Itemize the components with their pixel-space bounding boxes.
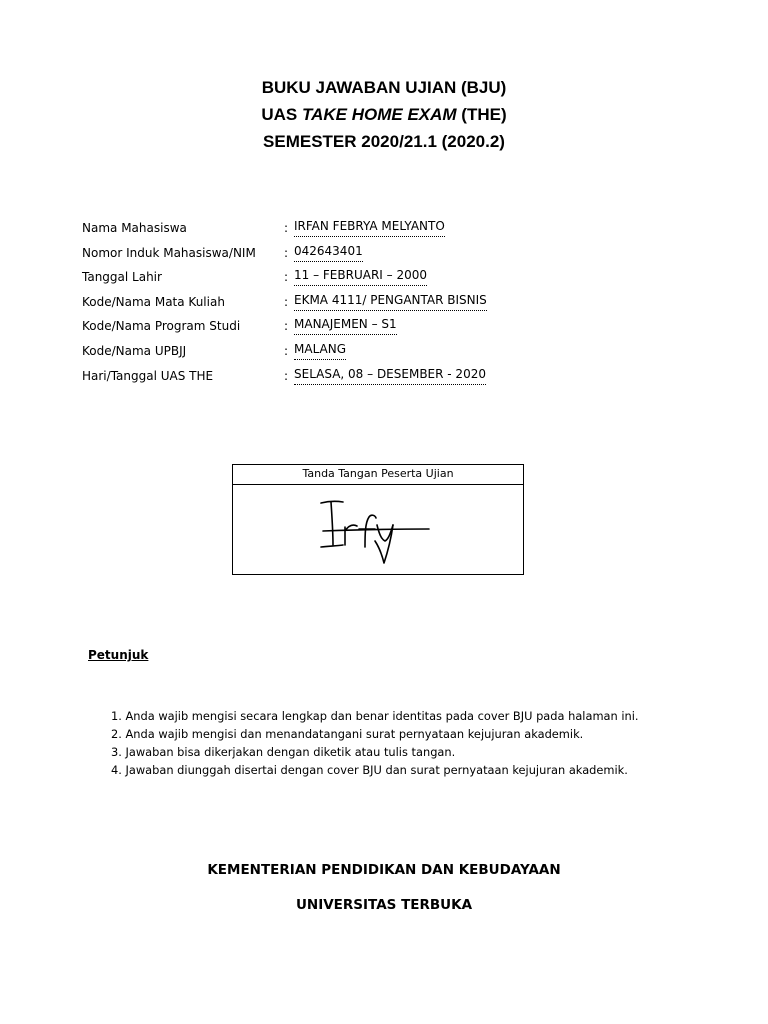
title-line-1: BUKU JAWABAN UJIAN (BJU) — [261, 78, 507, 97]
title-line-2-prefix: UAS — [261, 105, 302, 124]
title-line-2 — [0, 101, 768, 128]
title-line-3: SEMESTER 2020/21.1 (2020.2) — [263, 132, 505, 151]
identity-label: Tanggal Lahir — [82, 270, 162, 285]
instructions-list — [111, 707, 731, 779]
ministry-name: KEMENTERIAN PENDIDIKAN DAN KEBUDAYAAN — [207, 862, 561, 878]
signature-heading: Tanda Tangan Peserta Ujian — [233, 465, 523, 485]
document-title — [0, 74, 768, 155]
identity-colon: : — [284, 245, 289, 260]
identity-value: 042643401 — [294, 243, 363, 262]
signature-box — [232, 464, 524, 575]
identity-row-name — [82, 218, 702, 243]
title-line-2-suffix: (THE) — [456, 105, 507, 124]
instruction-item: 4. Jawaban diunggah disertai dengan cover BJU dan surat pernyataan kejujuran akademik. — [111, 763, 628, 777]
identity-label: Kode/Nama Mata Kuliah — [82, 294, 225, 309]
identity-value: MANAJEMEN – S1 — [294, 316, 397, 335]
identity-value: IRFAN FEBRYA MELYANTO — [294, 218, 445, 237]
instruction-item: 3. Jawaban bisa dikerjakan dengan diketik atau tulis tangan. — [111, 745, 456, 759]
identity-label: Hari/Tanggal UAS THE — [82, 368, 214, 383]
identity-label: Nomor Induk Mahasiswa/NIM — [82, 245, 256, 260]
identity-colon: : — [284, 221, 289, 235]
identity-row-nim — [82, 243, 702, 268]
identity-row-upbjj — [82, 341, 702, 366]
university-name: UNIVERSITAS TERBUKA — [295, 897, 473, 913]
identity-value: 11 – FEBRUARI – 2000 — [294, 267, 427, 286]
identity-value: EKMA 4111/ PENGANTAR BISNIS — [294, 292, 487, 311]
identity-colon: : — [284, 270, 289, 285]
instruction-item: 1. Anda wajib mengisi secara lengkap dan benar identitas pada cover BJU pada halaman ini. — [111, 709, 639, 723]
identity-colon: : — [284, 368, 289, 383]
identity-row-program — [82, 316, 702, 341]
title-line-2-italic: TAKE HOME EXAM — [302, 105, 457, 124]
identity-section — [82, 218, 702, 390]
identity-value: SELASA, 08 – DESEMBER - 2020 — [294, 366, 486, 385]
identity-row-birthdate — [82, 267, 702, 292]
identity-label: Kode/Nama UPBJJ — [82, 343, 187, 358]
handwritten-signature — [233, 485, 523, 575]
identity-colon: : — [284, 294, 289, 309]
identity-label: Kode/Nama Program Studi — [82, 319, 241, 334]
instructions-heading: Petunjuk — [88, 648, 149, 662]
identity-row-exam-date — [82, 366, 702, 391]
identity-colon: : — [284, 343, 289, 358]
identity-colon: : — [284, 319, 289, 334]
identity-row-course — [82, 292, 702, 317]
instruction-item: 2. Anda wajib mengisi dan menandatangani surat pernyataan kejujuran akademik. — [111, 727, 584, 741]
identity-value: MALANG — [294, 341, 346, 360]
identity-label: Nama Mahasiswa — [82, 221, 187, 235]
